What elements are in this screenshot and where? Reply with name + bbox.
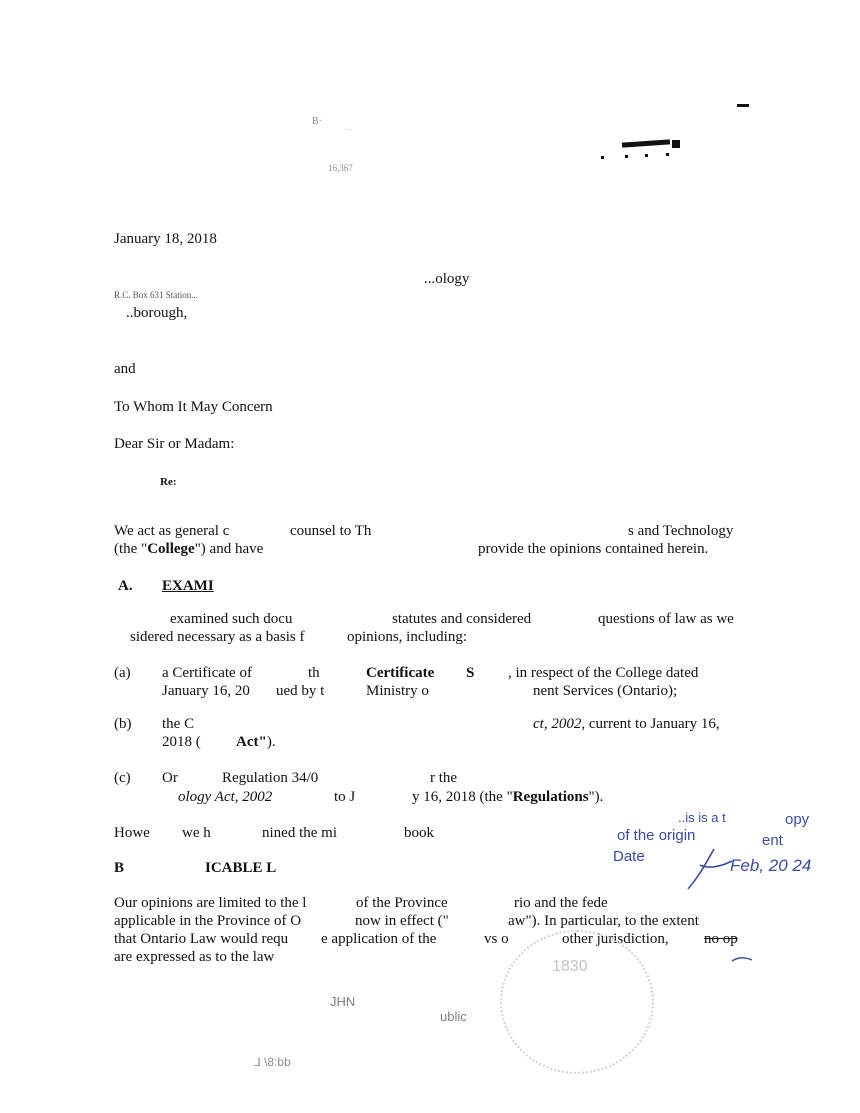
limits-line-4: are expressed as to the law <box>114 949 275 965</box>
item-c-l2b: y 16, 2018 (the " <box>412 789 513 805</box>
however-b: we h <box>182 825 211 841</box>
intro-line-2b: ") and have <box>194 541 264 557</box>
limits-line-2b: now in effect (" <box>355 913 449 929</box>
section-b-title: ICABLE L <box>205 860 277 876</box>
section-a-title: EXAMI <box>162 578 214 594</box>
limits-line-2a: applicable in the Province of O <box>114 913 302 929</box>
item-c-l2a: to J <box>334 789 356 805</box>
item-b-l1a: the C <box>162 716 195 732</box>
stamp-line-2: of the origin <box>617 827 696 844</box>
act-term: Act" <box>236 734 267 750</box>
stamp-line-2b: ent <box>762 832 783 849</box>
letterhead-mark <box>625 155 628 158</box>
stamp-line-1b: opy <box>785 811 810 828</box>
limits-line-3e: no op <box>704 931 738 947</box>
footer-left: JHN <box>330 994 356 1009</box>
seal-text: 1830 <box>552 958 588 975</box>
college-term: College <box>147 541 195 557</box>
letterhead-line-1: B· <box>312 116 322 127</box>
limits-line-3b: e application of the <box>321 931 437 947</box>
and-text: and <box>114 361 136 377</box>
item-a-l2d: nent Services (Ontario); <box>533 683 678 699</box>
examined-line-2b: opinions, including: <box>347 629 467 645</box>
re-line: Re: <box>160 476 177 488</box>
embossed-seal <box>500 930 654 1074</box>
examined-line-1c: questions of law as we <box>598 611 734 627</box>
addressee-line-2: ..borough, <box>126 305 188 321</box>
limits-line-1a: Our opinions are limited to the l <box>114 895 307 911</box>
intro-line-2c: provide the opinions contained herein. <box>478 541 709 557</box>
limits-line-1c: rio and the fede <box>514 895 608 911</box>
item-c-l2c: "). <box>588 789 604 805</box>
item-c-l1c: r the <box>430 770 458 786</box>
letterhead-mark <box>622 139 670 147</box>
item-a-l2c: Ministry o <box>366 683 429 699</box>
item-b-l1-italic: ct, 2002 <box>533 716 582 732</box>
examined-line-2a: sidered necessary as a basis f <box>130 629 305 645</box>
examined-line-1a: examined such docu <box>170 611 293 627</box>
examined-line-1b: statutes and considered <box>392 611 532 627</box>
regulations-term: Regulations <box>512 789 589 805</box>
item-c-l2 <box>178 789 272 806</box>
letterhead-mark <box>666 153 669 156</box>
item-c-label: (c) <box>114 770 131 786</box>
letterhead-mark <box>601 156 604 159</box>
letterhead-line-2: ·.... <box>344 126 352 132</box>
intro-line-2a: (the " <box>114 541 148 557</box>
stamp-line-3: Date <box>613 848 645 865</box>
signature-scribble <box>680 845 740 895</box>
section-b-number: B <box>114 860 125 876</box>
item-a-l2a: January 16, 20 <box>162 683 250 699</box>
stamp-line-1: ..is is a t <box>678 810 726 825</box>
letterhead-line-3: 16,367 <box>328 163 353 173</box>
addressee-line-1-end: ...ology <box>424 271 470 287</box>
item-a-l1a: a Certificate of <box>162 665 252 681</box>
item-a-l1bold: Certificate <box>366 665 435 681</box>
item-a-l1d: , in respect of the College dated <box>508 665 699 681</box>
item-b-label: (b) <box>114 716 132 732</box>
item-c-l1a: Or <box>162 770 178 786</box>
salutation: Dear Sir or Madam: <box>114 436 235 452</box>
item-c-l1b: Regulation 34/0 <box>222 770 319 786</box>
footer-bottom: dd:8/ L <box>254 1055 291 1069</box>
letterhead-mark <box>737 104 749 107</box>
intro-line-2 <box>114 541 263 558</box>
footer-right: ublic <box>440 1009 467 1024</box>
letterhead-mark <box>672 140 680 148</box>
however-c: nined the mi <box>262 825 337 841</box>
letterhead-mark <box>645 154 648 157</box>
item-b-l1b: , current to January 16, <box>581 716 720 732</box>
item-b-l2 <box>236 734 276 751</box>
limits-line-3d: other jurisdiction, <box>562 931 669 947</box>
limits-line-2c: aw"). In particular, to the extent <box>508 913 699 929</box>
addressee-line-1: R.C. Box 631 Station... <box>114 290 199 300</box>
item-c-l2-italic: ology Act, 2002 <box>178 789 273 805</box>
item-b-l2a: 2018 ( <box>162 734 201 750</box>
stamp-signature: Feb, 20 24 <box>730 856 812 875</box>
pen-mark <box>730 955 754 965</box>
item-b-l1 <box>533 716 720 733</box>
however-a: Howe <box>114 825 150 841</box>
item-a-l1c: S <box>466 665 475 681</box>
limits-line-1b: of the Province <box>356 895 448 911</box>
letter-date: January 18, 2018 <box>114 231 217 247</box>
limits-line-3a: that Ontario Law would requ <box>114 931 289 947</box>
to-whom-line: To Whom It May Concern <box>114 399 273 415</box>
section-a-number: A. <box>118 578 133 594</box>
item-a-l2b: ued by t <box>276 683 325 699</box>
item-a-label: (a) <box>114 665 131 681</box>
intro-line-1b: counsel to Th <box>290 523 372 539</box>
intro-line-1c: s and Technology <box>628 523 734 539</box>
however-d: book <box>404 825 434 841</box>
intro-line-1a: We act as general c <box>114 523 230 539</box>
item-a-l1b: th <box>308 665 320 681</box>
item-b-l2b: ). <box>266 734 276 750</box>
item-c-l2-rest <box>412 789 603 806</box>
limits-line-3c: vs o <box>484 931 509 947</box>
